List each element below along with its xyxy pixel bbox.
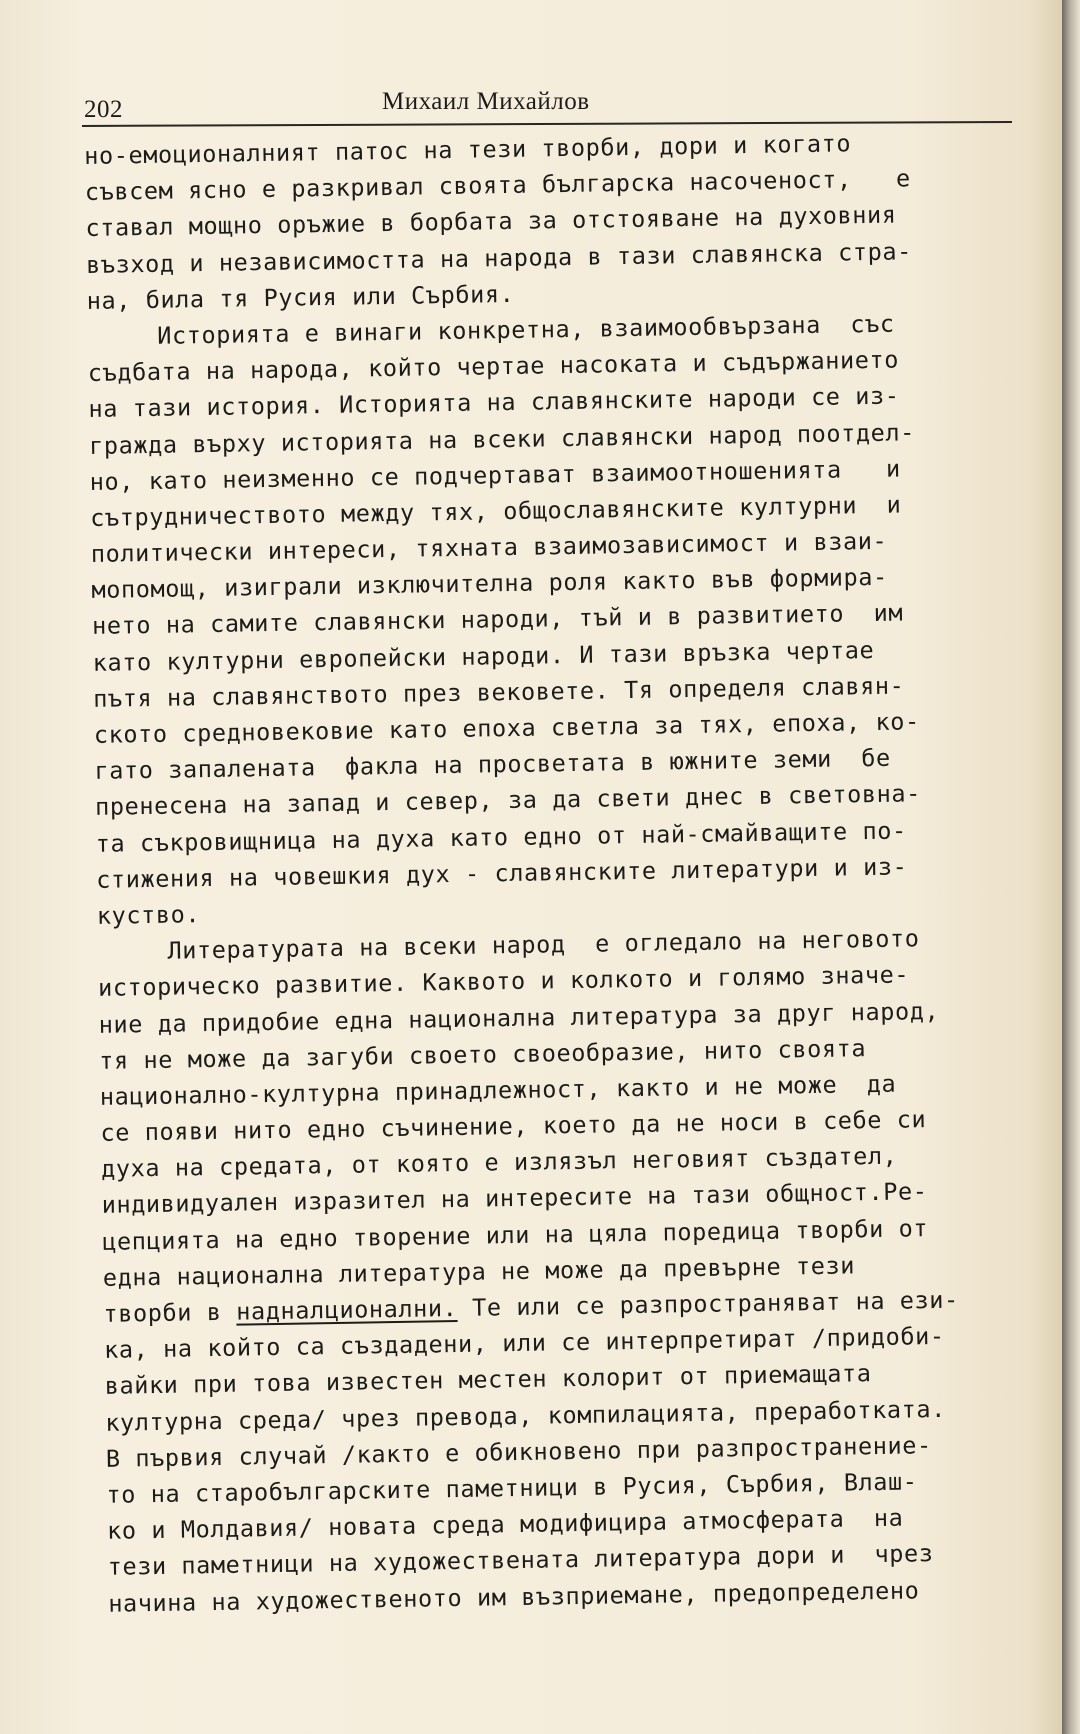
text-line: то на старобългарските паметници в Русия, Сърбия, Влаш- bbox=[106, 1467, 918, 1509]
text-line: сътрудничеството между тях, общославянските културни и bbox=[90, 490, 902, 532]
text-line: индивидуален изразител на интересите на тази общност.Ре- bbox=[101, 1177, 928, 1220]
text-line: ставал мощно оръжие в борбата за отстояване на духовния bbox=[85, 200, 897, 243]
text-line: ското средновековие като епоха светла за тях, епоха, ко- bbox=[93, 707, 920, 749]
text-line: ко и Молдавия/ новата среда модифицира атмосферата на bbox=[106, 1503, 904, 1545]
text-line: вайки при това известен местен колорит от приемащата bbox=[104, 1359, 872, 1401]
text-segment: Те или се разпространяват на ези- bbox=[457, 1285, 960, 1322]
text-line: цепцията на едно творение или на цяла поредица творби от bbox=[102, 1213, 929, 1256]
text-line: куство. bbox=[96, 900, 201, 930]
text-line: като културни европейски народи. И тази връзка чертае bbox=[92, 635, 875, 677]
page-edge-shadow bbox=[1062, 0, 1080, 1734]
text-line: духа на средата, от която е излязъл неговият създател, bbox=[100, 1141, 898, 1184]
paragraph-start-line: Историята е винаги конкретна, взаимообвързана със bbox=[157, 309, 895, 350]
text-line: начина на художественото им възприемане, предопределено bbox=[108, 1575, 920, 1618]
running-title: Михаил Михайлов bbox=[382, 88, 590, 115]
text-line: национално-културна принадлежност, както и не може да bbox=[99, 1069, 897, 1111]
text-line: ние да придобие една национална литература за друг народ, bbox=[98, 996, 940, 1039]
text-line: тя не може да загуби своето своеобразие, нито своята bbox=[99, 1033, 867, 1075]
paragraph-start-line: Литературата на всеки народ е огледало на неговото bbox=[167, 924, 920, 965]
text-line: гато запалената факла на просветата в южните земи бе bbox=[94, 743, 892, 786]
page-header bbox=[82, 90, 1012, 122]
text-line: на тази история. Историята на славянските народи се из- bbox=[88, 381, 900, 424]
text-line: но, като неизменно се подчертават взаимоотношенията и bbox=[89, 454, 901, 496]
text-line: културна среда/ чрез превода, компилацията, преработката. bbox=[105, 1394, 947, 1437]
page-number: 202 bbox=[84, 96, 123, 123]
text-line: та съкровищница на духа като едно от най-смайващите по- bbox=[95, 816, 907, 858]
text-line: възход и независимостта на народа в тази славянска стра- bbox=[85, 236, 913, 279]
text-line: се появи нито едно съчинение, което да не носи в себе си bbox=[100, 1105, 927, 1147]
body-text bbox=[84, 122, 1068, 1621]
text-line: една национална литература не може да превърне тези bbox=[102, 1251, 856, 1292]
text-line: но-емоционалният патос на тези творби, дори и когато bbox=[84, 129, 852, 170]
text-line: гражда върху историята на всеки славянски народ поотдел- bbox=[88, 417, 916, 460]
text-line: пътя на славянството през вековете. Тя определя славян- bbox=[93, 671, 905, 713]
text-line: тези паметници на художествената литература дори и чрез bbox=[107, 1539, 934, 1582]
text-line: историческо развитие. Каквото и колкото и голямо значе- bbox=[97, 960, 910, 1003]
text-line: съдбата на народа, който чертае насоката и съдържанието bbox=[87, 345, 900, 388]
text-line: нето на самите славянски народи, тъй и в развитието им bbox=[91, 598, 904, 641]
text-line: стижения на човешкия дух - славянските литератури и из- bbox=[96, 852, 908, 894]
text-segment: творби в bbox=[103, 1297, 237, 1328]
text-line: ка, на който са създадени, или се интерпретират /придоби- bbox=[103, 1322, 945, 1365]
text-line: съвсем ясно е разкривал своята българска насоченост, е bbox=[84, 164, 911, 207]
text-line: пренесена на запад и север, за да свети днес в световна- bbox=[94, 779, 922, 822]
text-line: В първия случай /както е обикновено при разпространение- bbox=[105, 1430, 932, 1473]
text-line: политически интереси, тяхната взаимозависимост и взаи- bbox=[90, 526, 888, 569]
text-line: мопомощ, изиграли изключителна роля както във формира- bbox=[91, 562, 889, 605]
underlined-word: надналционални. bbox=[235, 1293, 458, 1326]
text-line: на, била тя Русия или Сърбия. bbox=[86, 279, 515, 315]
